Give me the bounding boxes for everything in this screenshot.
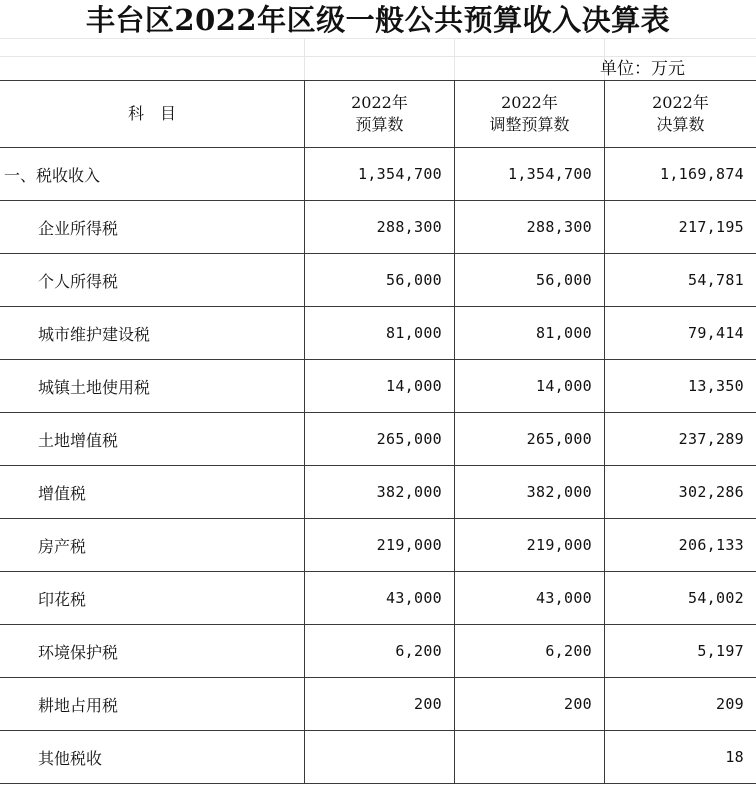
sheet-gridline	[454, 38, 455, 80]
table-row	[0, 201, 756, 254]
table-row	[0, 148, 756, 201]
row-budget: 6,200	[305, 625, 455, 678]
row-adjusted: 14,000	[455, 360, 605, 413]
row-final: 1,169,874	[605, 148, 756, 201]
header-budget-year: 2022年	[351, 93, 408, 112]
row-budget: 14,000	[305, 360, 455, 413]
row-adjusted: 43,000	[455, 572, 605, 625]
row-budget	[305, 731, 455, 784]
header-final-year: 2022年	[652, 93, 709, 112]
header-adjusted	[455, 81, 605, 148]
row-adjusted: 6,200	[455, 625, 605, 678]
row-budget: 200	[305, 678, 455, 731]
row-budget: 1,354,700	[305, 148, 455, 201]
table-row	[0, 519, 756, 572]
table-row	[0, 360, 756, 413]
header-final-label: 决算数	[656, 115, 705, 134]
row-adjusted	[455, 731, 605, 784]
row-final: 79,414	[605, 307, 756, 360]
header-budget	[305, 81, 455, 148]
row-adjusted: 56,000	[455, 254, 605, 307]
header-subject	[0, 81, 305, 148]
sheet-gridline	[304, 38, 305, 80]
row-adjusted: 200	[455, 678, 605, 731]
header-subject-label: 科 目	[127, 104, 176, 123]
table-row	[0, 678, 756, 731]
row-adjusted: 1,354,700	[455, 148, 605, 201]
row-subject: 耕地占用税	[0, 678, 305, 731]
row-budget: 81,000	[305, 307, 455, 360]
row-subject: 土地增值税	[0, 413, 305, 466]
row-subject: 个人所得税	[0, 254, 305, 307]
row-final: 5,197	[605, 625, 756, 678]
row-final: 209	[605, 678, 756, 731]
row-final: 54,781	[605, 254, 756, 307]
row-budget: 219,000	[305, 519, 455, 572]
header-budget-label: 预算数	[355, 115, 404, 134]
row-budget: 56,000	[305, 254, 455, 307]
row-budget: 288,300	[305, 201, 455, 254]
row-adjusted: 265,000	[455, 413, 605, 466]
table-row	[0, 625, 756, 678]
row-final: 54,002	[605, 572, 756, 625]
row-final: 18	[605, 731, 756, 784]
row-final: 13,350	[605, 360, 756, 413]
header-final	[605, 81, 756, 148]
table-row	[0, 413, 756, 466]
row-budget: 382,000	[305, 466, 455, 519]
row-adjusted: 81,000	[455, 307, 605, 360]
table-row	[0, 572, 756, 625]
row-subject: 一、税收收入	[0, 148, 305, 201]
row-subject: 印花税	[0, 572, 305, 625]
row-subject: 房产税	[0, 519, 305, 572]
row-final: 217,195	[605, 201, 756, 254]
row-subject: 增值税	[0, 466, 305, 519]
page-title: 丰台区2022年区级一般公共预算收入决算表	[85, 3, 671, 37]
table-row	[0, 466, 756, 519]
row-subject: 城镇土地使用税	[0, 360, 305, 413]
table-row	[0, 307, 756, 360]
row-final: 237,289	[605, 413, 756, 466]
row-subject: 企业所得税	[0, 201, 305, 254]
row-final: 302,286	[605, 466, 756, 519]
row-adjusted: 288,300	[455, 201, 605, 254]
row-adjusted: 219,000	[455, 519, 605, 572]
sheet-gridline	[0, 38, 756, 39]
table-row	[0, 731, 756, 784]
row-final: 206,133	[605, 519, 756, 572]
row-budget: 265,000	[305, 413, 455, 466]
revenue-table	[0, 80, 756, 784]
table-header-row	[0, 81, 756, 148]
unit-label: 单位：万元	[600, 59, 685, 79]
row-subject: 城市维护建设税	[0, 307, 305, 360]
header-adjusted-label: 调整预算数	[489, 115, 570, 134]
table-row	[0, 254, 756, 307]
row-subject: 环境保护税	[0, 625, 305, 678]
row-budget: 43,000	[305, 572, 455, 625]
header-adjusted-year: 2022年	[501, 93, 558, 112]
row-subject: 其他税收	[0, 731, 305, 784]
row-adjusted: 382,000	[455, 466, 605, 519]
